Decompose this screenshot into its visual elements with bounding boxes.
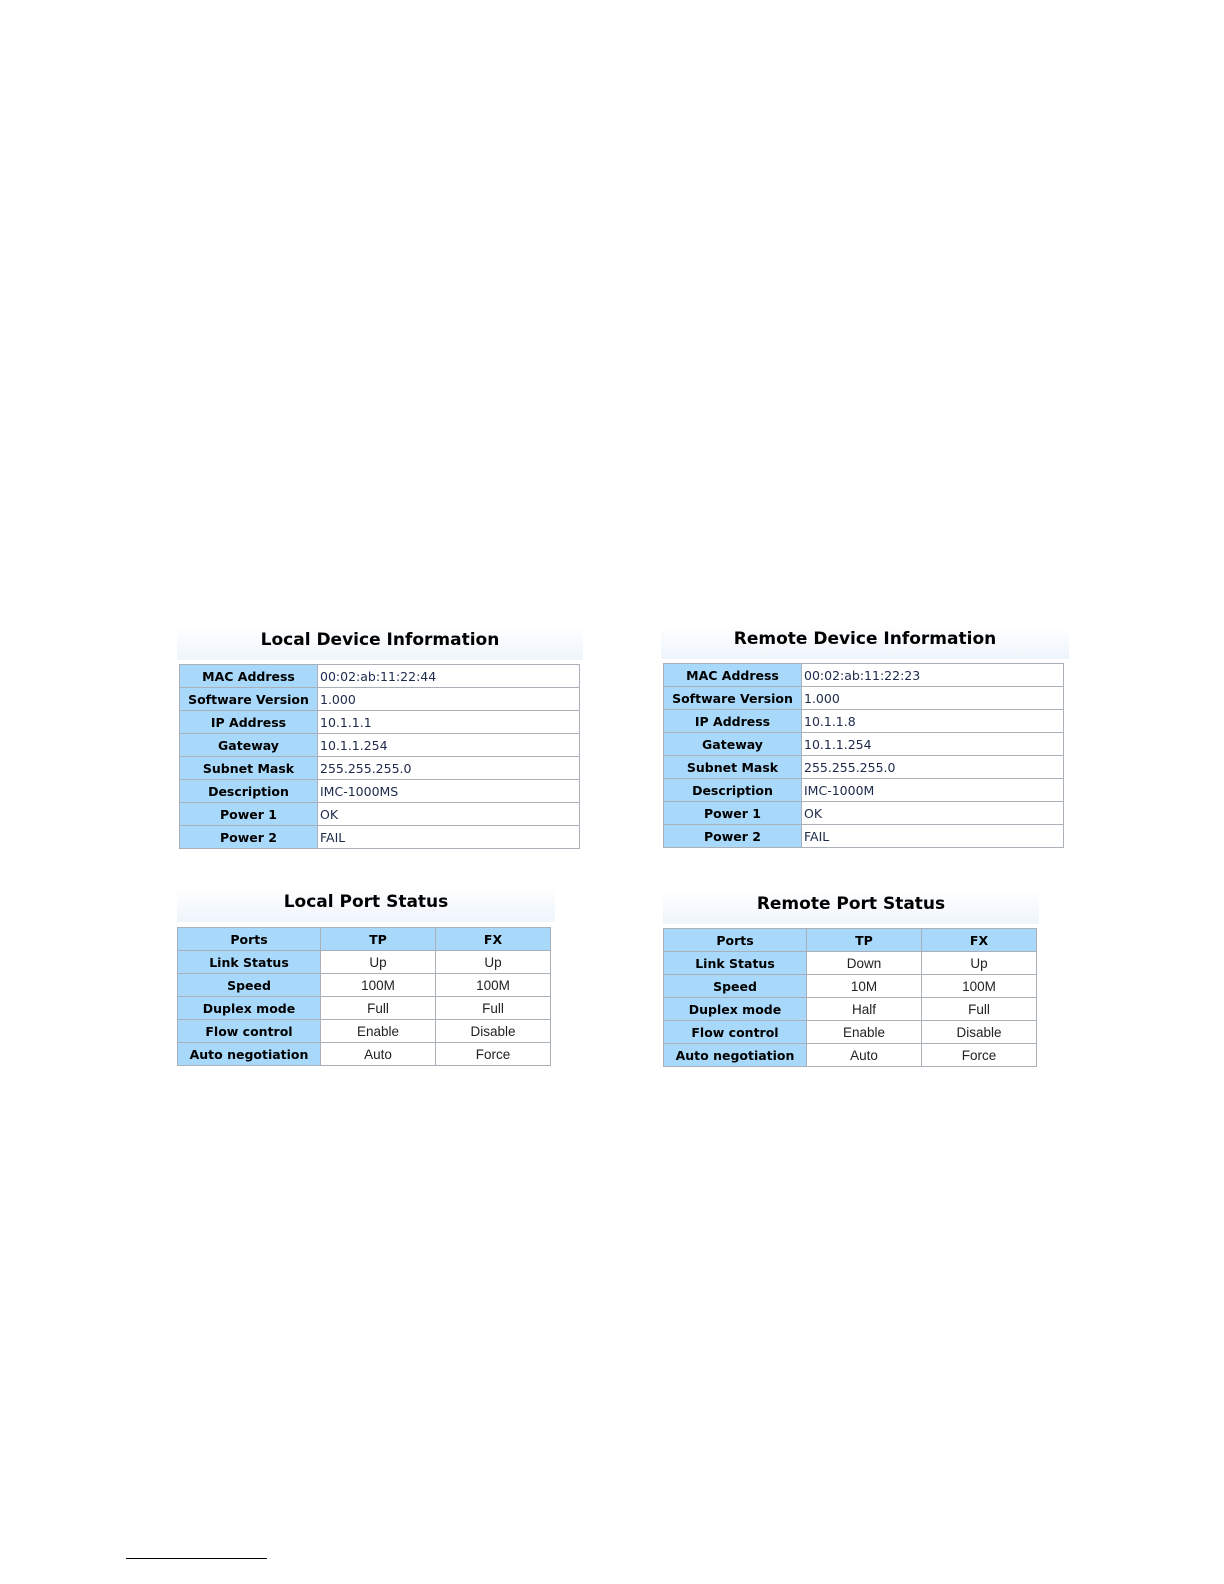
row-value: 10.1.1.1 (318, 711, 580, 734)
fx-value: Full (922, 998, 1037, 1021)
row-value: IMC-1000MS (318, 780, 580, 803)
row-value: 10.1.1.254 (318, 734, 580, 757)
row-label: IP Address (180, 711, 318, 734)
remote-device-panel (661, 625, 1069, 848)
column-header: Ports (664, 929, 807, 952)
table-row (180, 826, 580, 849)
table-row (180, 734, 580, 757)
row-value: 00:02:ab:11:22:23 (802, 664, 1064, 687)
table-row (178, 997, 551, 1020)
local-port-table (177, 927, 551, 1066)
fx-value: Full (436, 997, 551, 1020)
column-header: FX (922, 929, 1037, 952)
row-label: MAC Address (664, 664, 802, 687)
fx-value: Force (436, 1043, 551, 1066)
table-row (180, 757, 580, 780)
column-header: FX (436, 928, 551, 951)
table-row (180, 803, 580, 826)
row-label: Auto negotiation (178, 1043, 321, 1066)
table-header-row (178, 928, 551, 951)
row-label: IP Address (664, 710, 802, 733)
table-row (664, 756, 1064, 779)
column-header: Ports (178, 928, 321, 951)
row-value: 1.000 (802, 687, 1064, 710)
tp-value: Full (321, 997, 436, 1020)
row-label: Power 1 (180, 803, 318, 826)
row-label: Link Status (664, 952, 807, 975)
row-label: Description (664, 779, 802, 802)
table-row (664, 710, 1064, 733)
row-label: Subnet Mask (180, 757, 318, 780)
table-row (664, 779, 1064, 802)
row-label: Power 2 (180, 826, 318, 849)
tp-value: Down (807, 952, 922, 975)
row-value: 255.255.255.0 (802, 756, 1064, 779)
table-row (180, 780, 580, 803)
fx-value: Disable (436, 1020, 551, 1043)
fx-value: Up (436, 951, 551, 974)
table-row (178, 951, 551, 974)
table-row (664, 802, 1064, 825)
fx-value: Up (922, 952, 1037, 975)
row-label: Link Status (178, 951, 321, 974)
table-row (664, 952, 1037, 975)
tp-value: Up (321, 951, 436, 974)
remote-device-table (663, 663, 1064, 848)
row-label: MAC Address (180, 665, 318, 688)
row-label: Duplex mode (178, 997, 321, 1020)
row-value: 1.000 (318, 688, 580, 711)
table-header-row (664, 929, 1037, 952)
local-port-panel (177, 888, 555, 1066)
row-label: Gateway (180, 734, 318, 757)
table-row (664, 733, 1064, 756)
row-value: OK (802, 802, 1064, 825)
row-label: Gateway (664, 733, 802, 756)
table-row (178, 1043, 551, 1066)
table-row (664, 998, 1037, 1021)
row-label: Auto negotiation (664, 1044, 807, 1067)
table-row (664, 664, 1064, 687)
row-label: Subnet Mask (664, 756, 802, 779)
row-label: Flow control (178, 1020, 321, 1043)
row-value: 255.255.255.0 (318, 757, 580, 780)
table-row (178, 974, 551, 997)
column-header: TP (807, 929, 922, 952)
row-value: OK (318, 803, 580, 826)
row-value: IMC-1000M (802, 779, 1064, 802)
column-header: TP (321, 928, 436, 951)
local-device-title: Local Device Information (177, 626, 583, 660)
row-value: 00:02:ab:11:22:44 (318, 665, 580, 688)
tp-value: Auto (321, 1043, 436, 1066)
fx-value: Disable (922, 1021, 1037, 1044)
footnote-divider (126, 1558, 267, 1559)
tp-value: Half (807, 998, 922, 1021)
remote-port-title: Remote Port Status (663, 890, 1039, 924)
row-label: Software Version (180, 688, 318, 711)
table-row (664, 687, 1064, 710)
local-device-panel (177, 626, 583, 849)
row-label: Power 2 (664, 825, 802, 848)
table-row (664, 825, 1064, 848)
remote-port-panel (663, 890, 1039, 1067)
table-row (180, 711, 580, 734)
row-label: Duplex mode (664, 998, 807, 1021)
fx-value: Force (922, 1044, 1037, 1067)
local-device-table (179, 664, 580, 849)
remote-port-table (663, 928, 1037, 1067)
table-row (180, 665, 580, 688)
table-row (178, 1020, 551, 1043)
tp-value: Enable (321, 1020, 436, 1043)
row-value: FAIL (318, 826, 580, 849)
table-row (664, 975, 1037, 998)
row-label: Description (180, 780, 318, 803)
fx-value: 100M (436, 974, 551, 997)
tp-value: Auto (807, 1044, 922, 1067)
row-value: 10.1.1.254 (802, 733, 1064, 756)
local-port-title: Local Port Status (177, 888, 555, 922)
tp-value: 100M (321, 974, 436, 997)
table-row (664, 1044, 1037, 1067)
row-label: Speed (664, 975, 807, 998)
row-label: Software Version (664, 687, 802, 710)
table-row (180, 688, 580, 711)
fx-value: 100M (922, 975, 1037, 998)
tp-value: 10M (807, 975, 922, 998)
row-value: FAIL (802, 825, 1064, 848)
tp-value: Enable (807, 1021, 922, 1044)
row-label: Power 1 (664, 802, 802, 825)
table-row (664, 1021, 1037, 1044)
remote-device-title: Remote Device Information (661, 625, 1069, 659)
row-value: 10.1.1.8 (802, 710, 1064, 733)
row-label: Flow control (664, 1021, 807, 1044)
row-label: Speed (178, 974, 321, 997)
